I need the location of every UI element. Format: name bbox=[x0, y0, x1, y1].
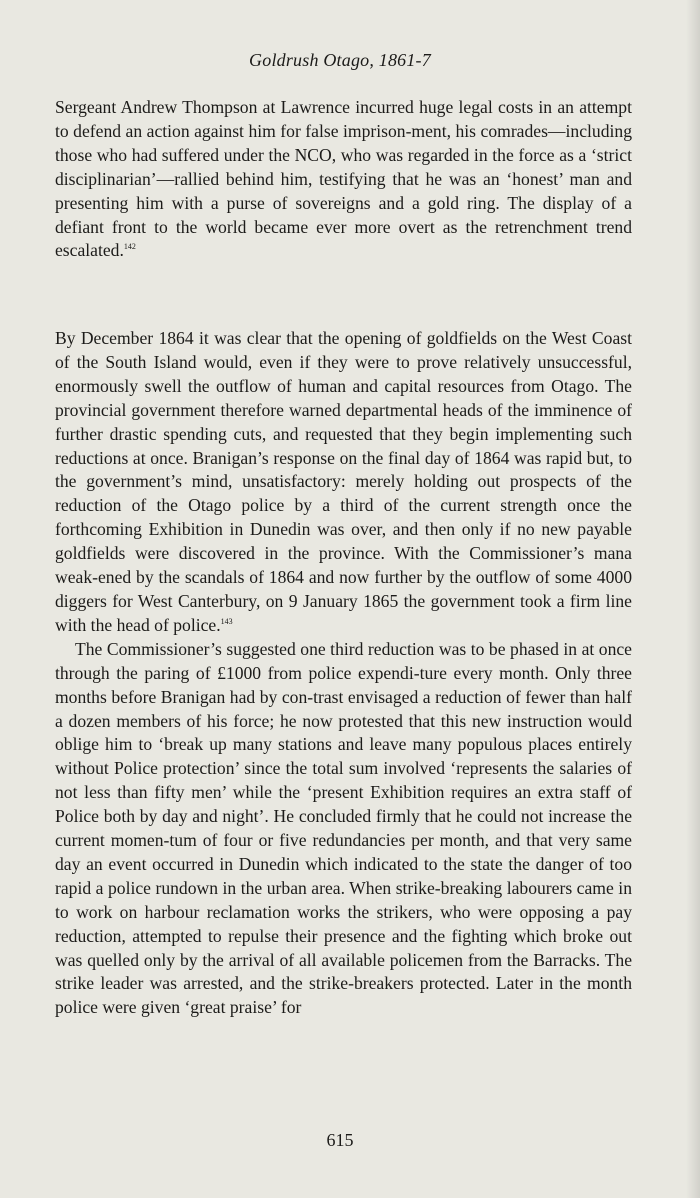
text-block-main bbox=[55, 327, 632, 1020]
paragraph-2-text: By December 1864 it was clear that the opening of goldfields on the West Coast of the South Island would, even if they were to prove relatively unsuccessful, enormously swell the outflow of human and capital resources from Otago. The provincial government therefore warned departmental heads of the imminence of further drastic spending cuts, and requested that they begin implementing such reductions at once. Branigan’s response on the final day of 1864 was rapid but, to the government’s mind, unsatisfactory: merely holding out prospects of the reduction of the Otago police by a third of the current strength once the forthcoming Exhibition in Dunedin was over, and then only if no new payable goldfields were discovered in the province. With the Commissioner’s mana weak-ened by the scandals of 1864 and now further by the outflow of some 4000 diggers for West Canterbury, on 9 January 1865 the government took a firm line with the head of police. bbox=[55, 328, 632, 635]
paragraph-1-text: Sergeant Andrew Thompson at Lawrence incurred huge legal costs in an attempt to defend an action against him for false imprison-ment, his comrades—including those who had suffered under the NCO, who was regarded in the force as a ‘strict disciplinarian’—rallied behind him, testifying that he was an ‘honest’ man and presenting him with a purse of sovereigns and a gold ring. The display of a defiant front to the world became ever more overt as the retrenchment trend escalated. bbox=[55, 97, 632, 261]
paragraph-2 bbox=[55, 327, 632, 638]
page-number: 615 bbox=[326, 1130, 354, 1150]
text-block-top bbox=[55, 96, 632, 263]
footnote-ref-142: 142 bbox=[123, 242, 136, 252]
paragraph-3-text: The Commissioner’s suggested one third reduction was to be phased in at once through the paring of £1000 from police expendi-ture every month. Only three months before Branigan had by con-trast envisaged a reduction of fewer than half a dozen members of his force; he now protested that this new instruction would oblige him to ‘break up many stations and leave many populous places entirely without Police protection’ since the total sum involved ‘represents the salaries of not less than fifty men’ while the ‘present Exhibition requires an extra staff of Police both by day and night’. He concluded firmly that he could not increase the current momen-tum of four or five redundancies per month, and that very same day an event occurred in Dunedin which indicated to the state the danger of too rapid a police rundown in the urban area. When strike-breaking labourers came in to work on harbour reclamation works the strikers, who were opposing a pay reduction, attempted to repulse their presence and the fighting which broke out was quelled only by the arrival of all available policemen from the Barracks. The strike leader was arrested, and the strike-breakers protected. Later in the month police were given ‘great praise’ for bbox=[55, 638, 632, 1018]
page-edge-shadow bbox=[686, 0, 700, 1198]
paragraph-1 bbox=[55, 96, 632, 263]
paragraph-3 bbox=[55, 638, 632, 1021]
running-head: Goldrush Otago, 1861-7 bbox=[249, 50, 431, 70]
footnote-ref-143: 143 bbox=[220, 616, 233, 626]
